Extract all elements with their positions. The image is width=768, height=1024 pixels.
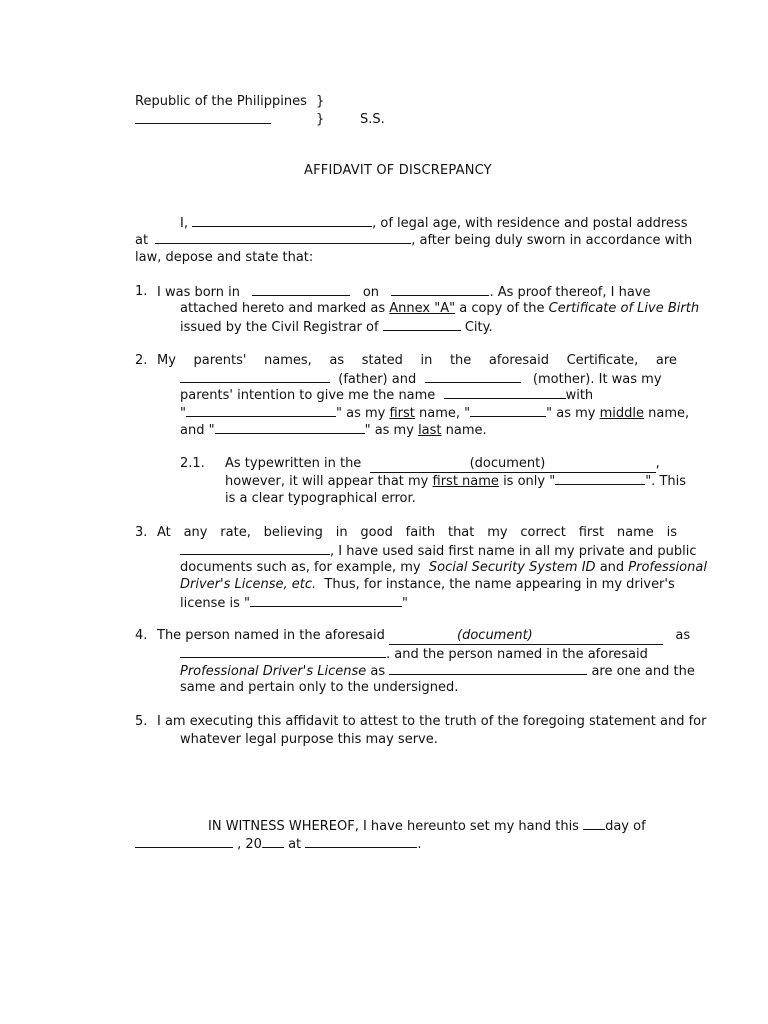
item-1-number: 1. [135,284,148,299]
aforesaid-document-blank[interactable]: (document) [389,627,663,645]
witness-day-blank[interactable] [583,817,605,830]
witness-line-1: IN WITNESS WHEREOF, I have hereunto set my hand this day of [208,819,646,834]
registrar-city-blank[interactable] [383,318,461,331]
republic-label: Republic of the Philippines [135,94,307,109]
document-title: AFFIDAVIT OF DISCREPANCY [304,163,492,178]
ss-label: S.S. [360,112,385,127]
intended-name-blank[interactable] [444,386,566,399]
brace-1: } [316,94,325,109]
intro-line-3: law, depose and state that: [135,250,314,265]
item-2-1-line-2: however, it will appear that my first name is only " ". This [225,474,687,489]
item-4-number: 4. [135,628,148,643]
item-4-line-1: The person named in the aforesaid (document) as [157,628,691,643]
typewritten-document-blank[interactable]: (document) [370,455,656,473]
first-name-blank[interactable] [186,404,336,417]
father-name-blank[interactable] [180,370,330,383]
item-4-line-4: same and pertain only to the undersigned. [180,680,459,695]
birth-place-blank[interactable] [391,283,489,296]
item-5-line-1: I am executing this affidavit to attest to the truth of the foregoing statement and for [157,714,707,729]
item-2-line-5: and " " as my last name. [180,423,487,438]
annex-a-label: Annex "A" [389,301,456,316]
item-2-1-line-3: is a clear typographical error. [225,491,416,506]
middle-name-blank[interactable] [470,404,546,417]
intro-line-1: I, , of legal age, with residence and postal address [180,216,688,231]
item-2-number: 2. [135,353,148,368]
item-2-1-line-1: As typewritten in the (document) , [225,456,660,471]
witness-month-blank[interactable] [135,835,233,848]
item-3-number: 3. [135,525,148,540]
correct-name-blank[interactable] [180,542,330,555]
brace-2: } [316,112,325,127]
item-3-line-2: , I have used said first name in all my private and public [180,542,697,560]
item-4-line-2: . and the person named in the aforesaid [180,645,648,663]
item-1-line-1: I was born in on . As proof thereof, I have [157,285,651,300]
item-3-line-5: license is " " [180,596,408,611]
venue-blank[interactable] [135,111,271,129]
item-3-line-4: Driver's License, etc. Thus, for instance, the name appearing in my driver's [180,577,675,592]
witness-year-blank[interactable] [262,835,284,848]
license-name-blank[interactable] [250,594,402,607]
pdl-name-blank[interactable] [389,662,587,675]
witness-place-blank[interactable] [305,835,417,848]
address-blank[interactable] [155,231,411,244]
document-name-blank[interactable] [180,645,386,658]
last-name-blank[interactable] [215,421,365,434]
item-2-line-2: (father) and (mother). It was my [180,370,662,388]
item-1-line-2: attached hereto and marked as Annex "A" a copy of the Certificate of Live Birth [180,301,700,316]
intro-line-2: at , after being duly sworn in accordance with [135,233,693,248]
affiant-name-blank[interactable] [192,214,372,227]
item-5-number: 5. [135,714,148,729]
item-2-1-number: 2.1. [180,456,205,471]
item-5-line-2: whatever legal purpose this may serve. [180,732,438,747]
item-3-line-3: documents such as, for example, my Social Security System ID and Professional [180,560,707,575]
typo-name-blank[interactable] [555,472,645,485]
item-2-line-4: " " as my first name, " " as my middle name, [180,406,690,421]
item-3-line-1: At any rate, believing in good faith that my correct first name is [157,525,677,540]
item-2-line-1: My parents' names, as stated in the aforesaid Certificate, are [157,353,677,368]
item-1-line-3: issued by the Civil Registrar of City. [180,320,493,335]
witness-line-2: , 20 at . [135,835,421,853]
birth-date-blank[interactable] [252,283,350,296]
item-2-line-3: parents' intention to give me the name with [180,388,594,403]
item-4-line-3: Professional Driver's License as are one and the [180,664,695,679]
mother-name-blank[interactable] [425,370,521,383]
